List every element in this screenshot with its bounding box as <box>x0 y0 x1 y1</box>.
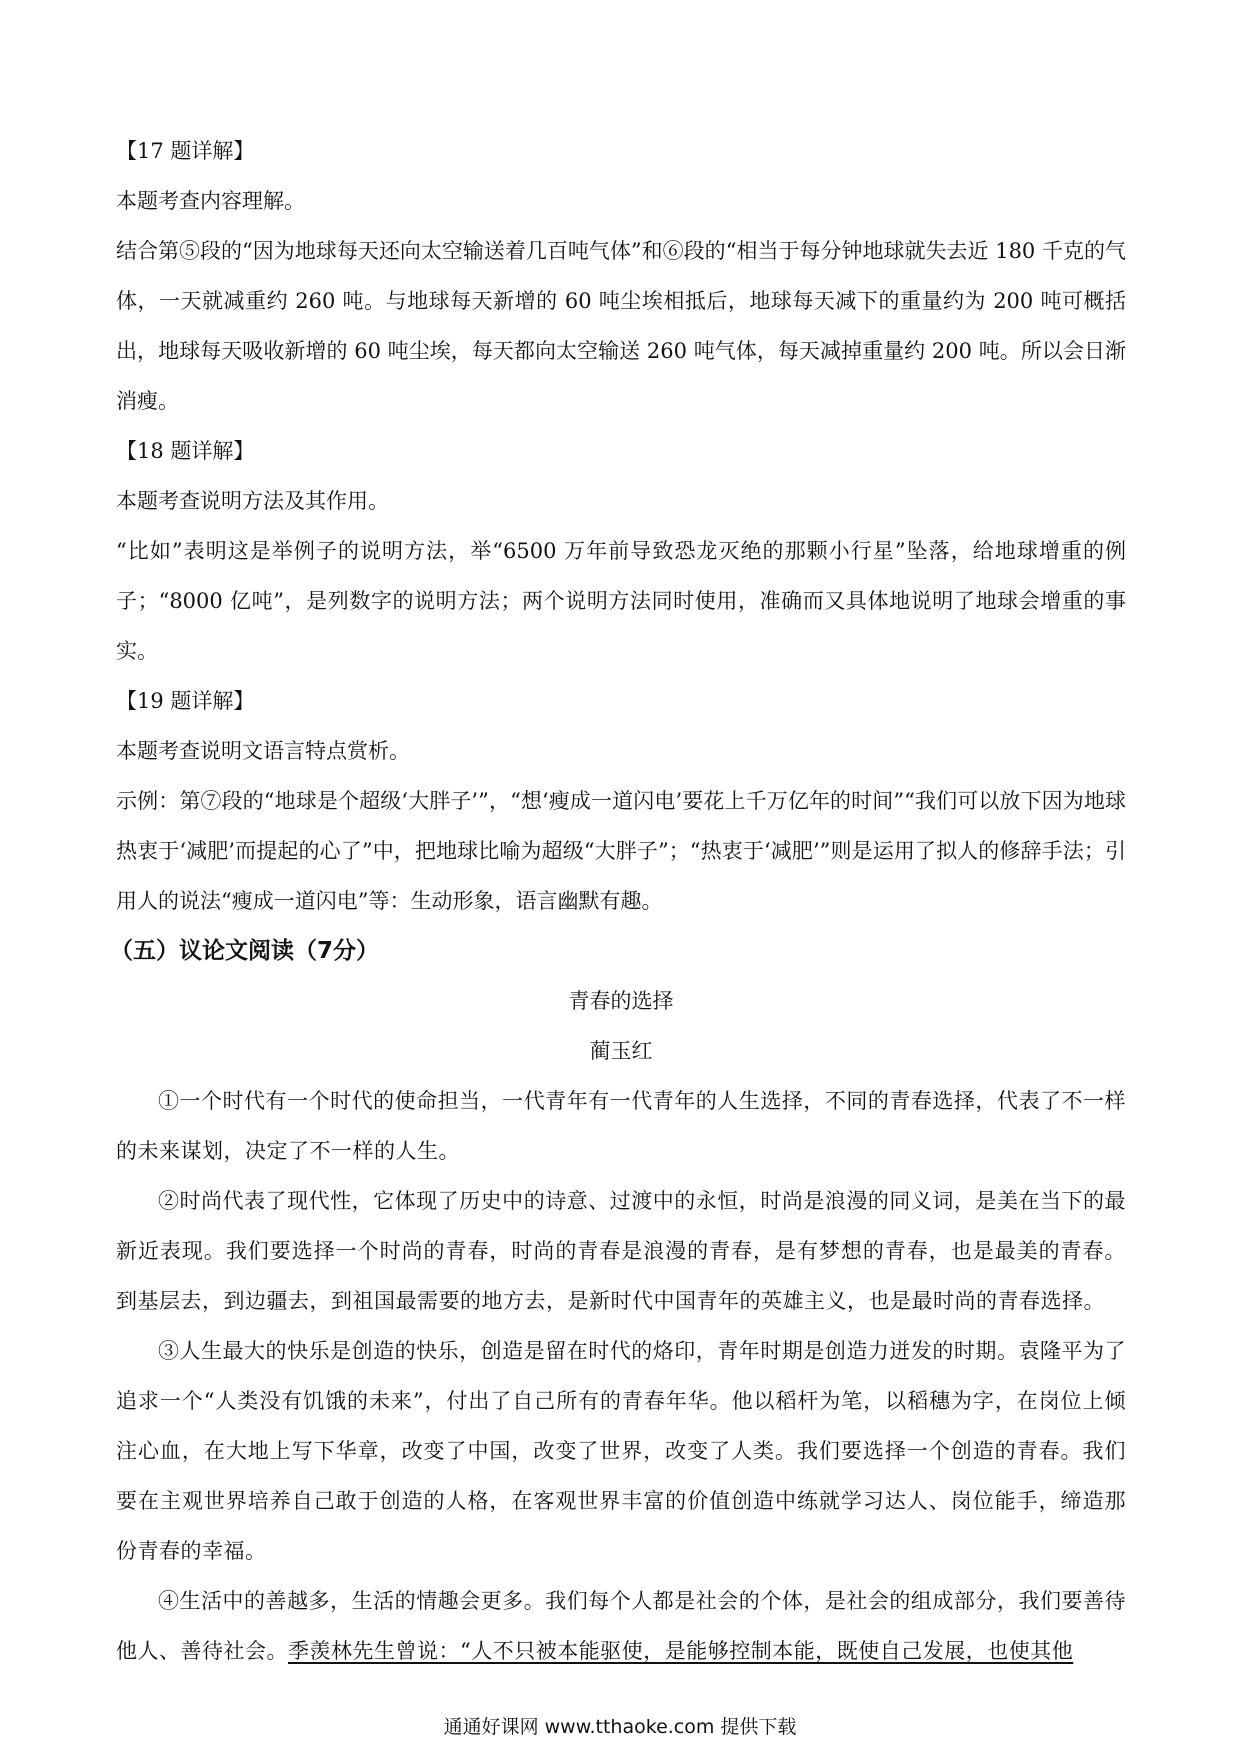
q17-topic: 本题考查内容理解。 <box>116 189 305 213</box>
page-footer: 通通好课网 www.tthaoke.com 提供下载 <box>443 1716 797 1738</box>
essay-paragraph-1: ①一个时代有一个时代的使命担当，一代青年有一代青年的人生选择，不同的青春选择，代表了不一样的未来谋划，决定了不一样的人生。 <box>116 1089 1126 1163</box>
q17-body: 结合第⑤段的“因为地球每天还向太空输送着几百吨气体”和⑥段的“相当于每分钟地球就失去近 180 千克的气体，一天就减重约 260 吨。与地球每天新增的 60 吨尘埃相抵后，地球每天减下的重量约为 200 吨可概括出，地球每天吸收新增的 60 吨尘埃，每天都向太空输送 260 吨气体，每天减掉重量约 200 吨。所以会日渐消瘦。 <box>116 239 1126 413</box>
q18-body: “比如”表明这是举例子的说明方法，举“6500 万年前导致恐龙灭绝的那颗小行星”坠落，给地球增重的例子；“8000 亿吨”，是列数字的说明方法；两个说明方法同时使用，准确而又具体地说明了地球会增重的事实。 <box>116 539 1126 663</box>
essay-paragraph-3: ③人生最大的快乐是创造的快乐，创造是留在时代的烙印，青年时期是创造力迸发的时期。袁隆平为了追求一个“人类没有饥饿的未来”，付出了自己所有的青春年华。他以稻杆为笔，以稻穗为字，在岗位上倾注心血，在大地上写下华章，改变了中国，改变了世界，改变了人类。我们要选择一个创造的青春。我们要在主观世界培养自己敢于创造的人格，在客观世界丰富的价值创造中练就学习达人、岗位能手，缔造那份青春的幸福。 <box>116 1339 1126 1563</box>
essay-title: 青春的选择 <box>568 989 674 1013</box>
essay-paragraph-2: ②时尚代表了现代性，它体现了历史中的诗意、过渡中的永恒，时尚是浪漫的同义词，是美在当下的最新近表现。我们要选择一个时尚的青春，时尚的青春是浪漫的青春，是有梦想的青春，也是最美的青春。到基层去，到边疆去，到祖国最需要的地方去，是新时代中国青年的英雄主义，也是最时尚的青春选择。 <box>116 1189 1126 1313</box>
q19-topic: 本题考查说明文语言特点赏析。 <box>116 739 410 763</box>
page-content <box>110 126 1126 1676</box>
q19-body: 示例：第⑦段的“地球是个超级‘大胖子’”，“想‘瘦成一道闪电’要花上千万亿年的时间”“我们可以放下因为地球热衷于‘减肥’而提起的心了”中，把地球比喻为超级“大胖子”；“热衷于‘减肥’”则是运用了拟人的修辞手法；引用人的说法“瘦成一道闪电”等：生动形象，语言幽默有趣。 <box>116 789 1126 913</box>
essay-paragraph-4 <box>116 1576 1126 1676</box>
q18-heading: 【18 题详解】 <box>116 439 255 463</box>
q17-heading: 【17 题详解】 <box>116 139 255 163</box>
q19-heading: 【19 题详解】 <box>116 689 255 713</box>
q18-topic: 本题考查说明方法及其作用。 <box>116 489 389 513</box>
essay-paragraph-4-underlined: 季羡林先生曾说：“人不只被本能驱使，是能够控制本能，既使自己发展，也使其他 <box>288 1639 1074 1663</box>
essay-author: 蔺玉红 <box>589 1039 653 1063</box>
section-title: （五）议论文阅读（7分） <box>110 938 380 964</box>
essay-paragraph-4-plain: ④生活中的善越多，生活的情趣会更多。我们每个人都是社会的个体，是社会的组成部分，我们要善待他人、善待社会。 <box>116 1589 1126 1663</box>
